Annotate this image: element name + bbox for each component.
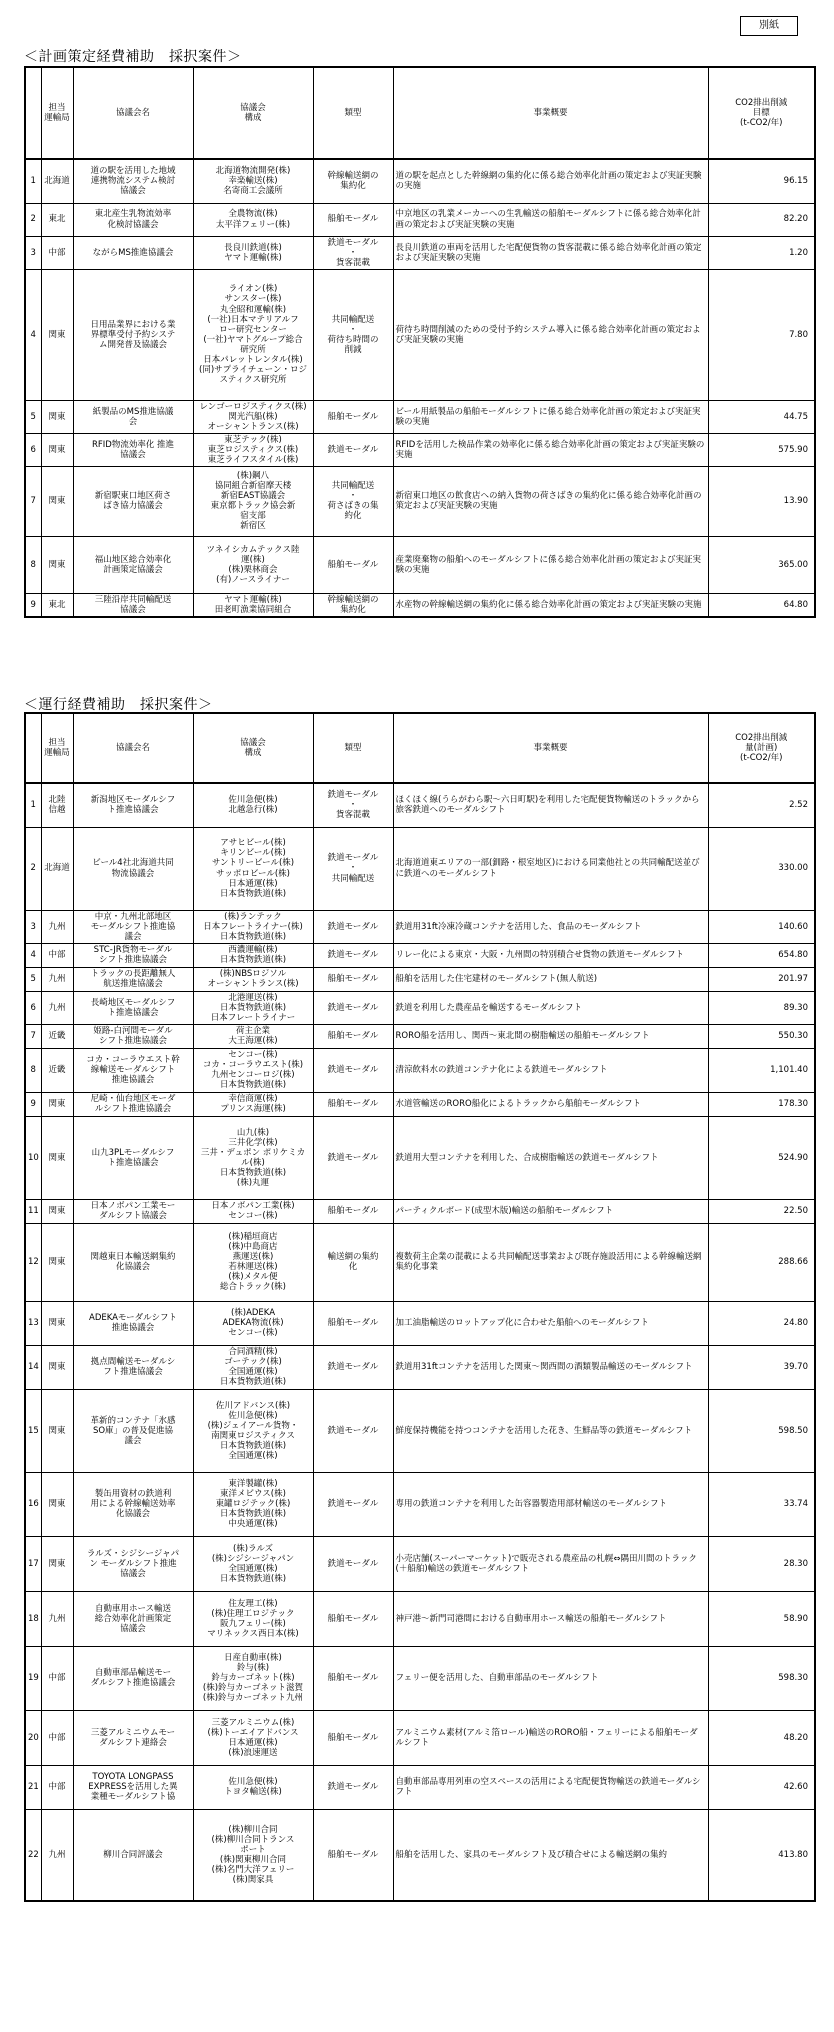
cell-name: ながらMS推進協議会 (73, 236, 193, 269)
cell-members: 東芝テック(株) 東芝ロジスティクス(株) 東芝ライフスタイル(株) (193, 433, 313, 466)
betsushi-label: 別紙 (740, 16, 798, 36)
cell-co2: 42.60 (708, 1765, 815, 1809)
cell-type: 船舶モーダル (313, 1024, 393, 1048)
cell-desc: 産業廃棄物の船舶へのモーダルシフトに係る総合効率化計画の策定および実証実験の実施 (393, 536, 708, 593)
cell-type: 船舶モーダル (313, 1591, 393, 1646)
cell-desc: 船舶を活用した住宅建材のモーダルシフト(無人航送) (393, 967, 708, 991)
planning-table-row (25, 203, 815, 236)
cell-bureau: 東北 (41, 203, 73, 236)
cell-co2: 2.52 (708, 783, 815, 827)
cell-bureau: 関東 (41, 1389, 73, 1472)
cell-desc: 北海道道東エリアの一部(釧路・根室地区)における同業他社との共同輸配送並びに鉄道へのモーダルシフト (393, 827, 708, 910)
cell-desc: ビール用紙製品の船舶モーダルシフトに係る総合効率化計画の策定および実証実験の実施 (393, 400, 708, 433)
cell-name: STC-JR貨物モーダル シフト推進協議会 (73, 943, 193, 967)
cell-no: 9 (25, 593, 41, 617)
operation-table-row (25, 1116, 815, 1199)
cell-no: 22 (25, 1809, 41, 1901)
cell-type: 鉄道モーダル (313, 991, 393, 1024)
cell-co2: 178.30 (708, 1092, 815, 1116)
cell-co2: 365.00 (708, 536, 815, 593)
cell-members: (株)稲垣商店 (株)中島商店 燕運送(株) 若林運送(株) (株)メタル便 総合トラック(株) (193, 1223, 313, 1301)
cell-co2: 58.90 (708, 1591, 815, 1646)
cell-bureau: 中部 (41, 943, 73, 967)
planning-table-row (25, 236, 815, 269)
cell-bureau: 関東 (41, 400, 73, 433)
operation-table-row (25, 1710, 815, 1765)
cell-desc: RORO船を活用し、関西～東北間の樹脂輸送の船舶モーダルシフト (393, 1024, 708, 1048)
header-no (25, 713, 41, 783)
cell-members: 佐川急便(株) トヨタ輸送(株) (193, 1765, 313, 1809)
cell-members: 西濃運輸(株) 日本貨物鉄道(株) (193, 943, 313, 967)
planning-table-row (25, 593, 815, 617)
header-type: 類型 (313, 713, 393, 783)
cell-bureau: 関東 (41, 1116, 73, 1199)
cell-type: 船舶モーダル (313, 536, 393, 593)
cell-bureau: 関東 (41, 1199, 73, 1223)
cell-members: (株)ランテック 日本フレートライナー(株) 日本貨物鉄道(株) (193, 910, 313, 943)
cell-members: 日本ノボパン工業(株) センコー(株) (193, 1199, 313, 1223)
cell-name: 拠点間輸送モーダルシ フト推進協議会 (73, 1345, 193, 1389)
cell-co2: 48.20 (708, 1710, 815, 1765)
cell-name: 姫路-白河間モーダル シフト推進協議会 (73, 1024, 193, 1048)
cell-members: (株)柳川合同 (株)柳川合同トランス ポート (株)関東柳川合同 (株)名門大洋フェリー (株)関家具 (193, 1809, 313, 1901)
cell-bureau: 関東 (41, 433, 73, 466)
cell-co2: 598.30 (708, 1646, 815, 1710)
cell-bureau: 中部 (41, 236, 73, 269)
cell-no: 9 (25, 1092, 41, 1116)
planning-table-body (25, 159, 815, 617)
cell-bureau: 九州 (41, 991, 73, 1024)
cell-name: RFID物流効率化 推進 協議会 (73, 433, 193, 466)
cell-name: 福山地区総合効率化 計画策定協議会 (73, 536, 193, 593)
cell-co2: 524.90 (708, 1116, 815, 1199)
cell-members: (株)NBSロジソル オーシャントランス(株) (193, 967, 313, 991)
cell-members: ヤマト運輸(株) 田老町漁業協同組合 (193, 593, 313, 617)
cell-bureau: 関東 (41, 1345, 73, 1389)
cell-members: 住友理工(株) (株)住理工ロジテック 阪九フェリー(株) マリネックス西日本(株) (193, 1591, 313, 1646)
cell-co2: 288.66 (708, 1223, 815, 1301)
cell-no: 2 (25, 827, 41, 910)
cell-name: 自動車用ホース輸送 総合効率化計画策定 協議会 (73, 1591, 193, 1646)
operation-table-row (25, 1809, 815, 1901)
cell-desc: フェリー便を活用した、自動車部品のモーダルシフト (393, 1646, 708, 1710)
cell-co2: 413.80 (708, 1809, 815, 1901)
cell-co2: 1.20 (708, 236, 815, 269)
header-co2: CO2排出削減 量(計画) (t-CO2/年) (708, 713, 815, 783)
cell-members: センコー(株) コカ・コーラウエスト(株) 九州センコーロジ(株) 日本貨物鉄道(株) (193, 1048, 313, 1092)
cell-no: 2 (25, 203, 41, 236)
cell-desc: 鉄道用31ft冷凍冷蔵コンテナを活用した、食品のモーダルシフト (393, 910, 708, 943)
cell-no: 16 (25, 1472, 41, 1536)
cell-no: 3 (25, 236, 41, 269)
cell-members: 荷主企業 大王海運(株) (193, 1024, 313, 1048)
cell-co2: 13.90 (708, 466, 815, 536)
cell-members: 合同酒精(株) ゴーテック(株) 全国通運(株) 日本貨物鉄道(株) (193, 1345, 313, 1389)
cell-no: 20 (25, 1710, 41, 1765)
cell-members: 北海道物流開発(株) 幸楽輸送(株) 名寄商工会議所 (193, 159, 313, 203)
cell-no: 8 (25, 536, 41, 593)
cell-bureau: 関東 (41, 1301, 73, 1345)
planning-section-title: ＜計画策定経費補助 採択案件＞ (24, 49, 242, 65)
cell-type: 鉄道モーダル ・ 貨客混載 (313, 783, 393, 827)
cell-desc: 新宿東口地区の飲食店への納入貨物の荷さばきの集約化に係る総合効率化計画の策定および実証実験の実施 (393, 466, 708, 536)
cell-no: 5 (25, 400, 41, 433)
cell-type: 鉄道モーダル (313, 1472, 393, 1536)
cell-bureau: 北海道 (41, 827, 73, 910)
cell-co2: 140.60 (708, 910, 815, 943)
cell-members: ツネイシカムテックス陸 運(株) (株)栗林商会 (有)ノースライナー (193, 536, 313, 593)
cell-type: 船舶モーダル (313, 1301, 393, 1345)
cell-desc: 清涼飲料水の鉄道コンテナ化による鉄道モーダルシフト (393, 1048, 708, 1092)
cell-name: 三陸沿岸共同輸配送 協議会 (73, 593, 193, 617)
cell-bureau: 東北 (41, 593, 73, 617)
cell-desc: リレー化による東京・大阪・九州間の特別積合せ貨物の鉄道モーダルシフト (393, 943, 708, 967)
cell-type: 船舶モーダル (313, 1710, 393, 1765)
header-members: 協議会 構成 (193, 67, 313, 159)
cell-no: 6 (25, 991, 41, 1024)
operation-table-row (25, 1345, 815, 1389)
header-co2: CO2排出削減 目標 (t-CO2/年) (708, 67, 815, 159)
planning-table-row (25, 433, 815, 466)
cell-co2: 7.80 (708, 269, 815, 400)
cell-type: 共同輸配送 ・ 荷待ち時間の 削減 (313, 269, 393, 400)
cell-no: 15 (25, 1389, 41, 1472)
operation-section-title: ＜運行経費補助 採択案件＞ (24, 697, 213, 713)
cell-desc: 鮮度保持機能を持つコンテナを活用した花き、生鮮品等の鉄道モーダルシフト (393, 1389, 708, 1472)
cell-co2: 28.30 (708, 1536, 815, 1591)
cell-type: 船舶モーダル (313, 1092, 393, 1116)
cell-name: 関越東日本輸送網集約 化協議会 (73, 1223, 193, 1301)
operation-table-row (25, 1591, 815, 1646)
operation-table-row (25, 1536, 815, 1591)
cell-type: 船舶モーダル (313, 1199, 393, 1223)
cell-type: 船舶モーダル (313, 400, 393, 433)
cell-bureau: 北陸 信越 (41, 783, 73, 827)
cell-members: 長良川鉄道(株) ヤマト運輸(株) (193, 236, 313, 269)
cell-type: 輸送網の集約 化 (313, 1223, 393, 1301)
cell-bureau: 関東 (41, 536, 73, 593)
cell-co2: 575.90 (708, 433, 815, 466)
operation-table-row (25, 1301, 815, 1345)
planning-table (24, 66, 816, 618)
cell-type: 鉄道モーダル (313, 1536, 393, 1591)
cell-bureau: 関東 (41, 1223, 73, 1301)
cell-no: 8 (25, 1048, 41, 1092)
cell-name: 製缶用資材の鉄道利 用による幹線輸送効率 化協議会 (73, 1472, 193, 1536)
cell-no: 5 (25, 967, 41, 991)
cell-no: 3 (25, 910, 41, 943)
operation-table-row (25, 943, 815, 967)
operation-table-row (25, 1199, 815, 1223)
cell-desc: 水産物の幹線輸送網の集約化に係る総合効率化計画の策定および実証実験の実施 (393, 593, 708, 617)
cell-name: 革新的コンテナ「氷感 SO庫」の普及促進協 議会 (73, 1389, 193, 1472)
cell-no: 1 (25, 159, 41, 203)
operation-table-row (25, 1472, 815, 1536)
cell-name: 紙製品のMS推進協議 会 (73, 400, 193, 433)
cell-desc: 鉄道用大型コンテナを利用した、合成樹脂輸送の鉄道モーダルシフト (393, 1116, 708, 1199)
operation-table-row (25, 967, 815, 991)
cell-desc: RFIDを活用した検品作業の効率化に係る総合効率化計画の策定および実証実験の実施 (393, 433, 708, 466)
cell-type: 幹線輸送網の 集約化 (313, 159, 393, 203)
cell-type: 鉄道モーダル ・ 貨客混載 (313, 236, 393, 269)
cell-no: 4 (25, 269, 41, 400)
cell-desc: 鉄道用31ftコンテナを活用した関東～関西間の酒類製品輸送のモーダルシフト (393, 1345, 708, 1389)
cell-bureau: 関東 (41, 1092, 73, 1116)
cell-co2: 89.30 (708, 991, 815, 1024)
cell-co2: 1,101.40 (708, 1048, 815, 1092)
cell-name: ADEKAモーダルシフト 推進協議会 (73, 1301, 193, 1345)
cell-no: 4 (25, 943, 41, 967)
cell-name: 中京・九州北部地区 モーダルシフト推進協 議会 (73, 910, 193, 943)
cell-type: 鉄道モーダル (313, 1389, 393, 1472)
planning-header-row (25, 67, 815, 159)
cell-bureau: 関東 (41, 1472, 73, 1536)
cell-no: 14 (25, 1345, 41, 1389)
cell-type: 共同輸配送 ・ 荷さばきの集 約化 (313, 466, 393, 536)
cell-members: 全農物流(株) 太平洋フェリー(株) (193, 203, 313, 236)
cell-members: 佐川急便(株) 北越急行(株) (193, 783, 313, 827)
planning-table-row (25, 400, 815, 433)
cell-desc: 荷待ち時間削減のための受付予約システム導入に係る総合効率化計画の策定および実証実験の実施 (393, 269, 708, 400)
cell-members: 北港運送(株) 日本貨物鉄道(株) 日本フレートライナー (193, 991, 313, 1024)
operation-table-row (25, 827, 815, 910)
cell-name: TOYOTA LONGPASS EXPRESSを活用した異 業種モーダルシフト協 (73, 1765, 193, 1809)
cell-members: 幸信商運(株) プリンス海運(株) (193, 1092, 313, 1116)
cell-type: 鉄道モーダル (313, 433, 393, 466)
operation-table-row (25, 1024, 815, 1048)
cell-members: 三菱アルミニウム(株) (株)トーエイアドバンス 日本通運(株) (株)浪速運送 (193, 1710, 313, 1765)
cell-type: 鉄道モーダル (313, 943, 393, 967)
cell-no: 12 (25, 1223, 41, 1301)
cell-bureau: 関東 (41, 269, 73, 400)
cell-members: レンゴーロジスティクス(株) 関光汽船(株) オーシャントランス(株) (193, 400, 313, 433)
cell-desc: パーティクルボード(成型木版)輸送の船舶モーダルシフト (393, 1199, 708, 1223)
cell-members: 山九(株) 三井化学(株) 三井・デュポン ポリケミカ ル(株) 日本貨物鉄道(株) (株)丸運 (193, 1116, 313, 1199)
cell-desc: 自動車部品専用列車の空スペースの活用による宅配便貨物輸送の鉄道モーダルシフト (393, 1765, 708, 1809)
cell-co2: 330.00 (708, 827, 815, 910)
cell-co2: 24.80 (708, 1301, 815, 1345)
cell-name: 新宿駅東口地区荷さ ばき協力協議会 (73, 466, 193, 536)
cell-type: 船舶モーダル (313, 203, 393, 236)
header-bureau: 担当 運輸局 (41, 67, 73, 159)
cell-name: ビール4社北海道共同 物流協議会 (73, 827, 193, 910)
cell-members: アサヒビール(株) キリンビール(株) サントリービール(株) サッポロビール(株) 日本通運(株) 日本貨物鉄道(株) (193, 827, 313, 910)
cell-desc: 複数荷主企業の混載による共同輸配送事業および既存施設活用による幹線輸送網集約化事業 (393, 1223, 708, 1301)
cell-members: 佐川アドバンス(株) 佐川急便(株) (株)ジェイアール貨物・ 南関東ロジスティクス 日本貨物鉄道(株) 全国通運(株) (193, 1389, 313, 1472)
cell-no: 1 (25, 783, 41, 827)
cell-bureau: 関東 (41, 466, 73, 536)
planning-table-row (25, 159, 815, 203)
cell-name: コカ・コーラウエスト幹 線輸送モーダルシフト 推進協議会 (73, 1048, 193, 1092)
header-no (25, 67, 41, 159)
header-members: 協議会 構成 (193, 713, 313, 783)
cell-no: 6 (25, 433, 41, 466)
cell-type: 鉄道モーダル (313, 1345, 393, 1389)
cell-type: 鉄道モーダル (313, 1765, 393, 1809)
cell-no: 21 (25, 1765, 41, 1809)
header-type: 類型 (313, 67, 393, 159)
cell-type: 鉄道モーダル (313, 910, 393, 943)
cell-name: 長崎地区モーダルシフ ト推進協議会 (73, 991, 193, 1024)
cell-no: 10 (25, 1116, 41, 1199)
operation-table-row (25, 1048, 815, 1092)
cell-name: 山九3PLモーダルシフ ト推進協議会 (73, 1116, 193, 1199)
operation-table-row (25, 1092, 815, 1116)
operation-header-row (25, 713, 815, 783)
cell-bureau: 北海道 (41, 159, 73, 203)
planning-table-row (25, 466, 815, 536)
cell-no: 7 (25, 466, 41, 536)
cell-desc: 専用の鉄道コンテナを利用した缶容器製造用部材輸送のモーダルシフト (393, 1472, 708, 1536)
cell-no: 13 (25, 1301, 41, 1345)
cell-name: 日用品業界における業 界標準受付予約システ ム開発普及協議会 (73, 269, 193, 400)
planning-table-row (25, 269, 815, 400)
cell-co2: 22.50 (708, 1199, 815, 1223)
cell-type: 鉄道モーダル ・ 共同輸配送 (313, 827, 393, 910)
cell-type: 鉄道モーダル (313, 1116, 393, 1199)
cell-desc: 長良川鉄道の車両を活用した宅配便貨物の貨客混載に係る総合効率化計画の策定および実証実験の実施 (393, 236, 708, 269)
header-desc: 事業概要 (393, 67, 708, 159)
header-bureau: 担当 運輸局 (41, 713, 73, 783)
cell-no: 17 (25, 1536, 41, 1591)
cell-type: 幹線輸送網の 集約化 (313, 593, 393, 617)
cell-type: 船舶モーダル (313, 1809, 393, 1901)
cell-members: 東洋製罐(株) 東洋メビウス(株) 東罐ロジテック(株) 日本貨物鉄道(株) 中央通運(株) (193, 1472, 313, 1536)
cell-bureau: 近畿 (41, 1024, 73, 1048)
operation-table-row (25, 1646, 815, 1710)
cell-co2: 44.75 (708, 400, 815, 433)
cell-name: 日本ノボパン工業モー ダルシフト協議会 (73, 1199, 193, 1223)
cell-co2: 64.80 (708, 593, 815, 617)
cell-bureau: 近畿 (41, 1048, 73, 1092)
operation-table-row (25, 991, 815, 1024)
cell-bureau: 関東 (41, 1536, 73, 1591)
cell-desc: 中京地区の乳業メーカーへの生乳輸送の船舶モーダルシフトに係る総合効率化計画の策定および実証実験の実施 (393, 203, 708, 236)
cell-co2: 654.80 (708, 943, 815, 967)
cell-no: 19 (25, 1646, 41, 1710)
cell-bureau: 中部 (41, 1646, 73, 1710)
operation-table (24, 712, 816, 1902)
cell-name: 柳川合同評議会 (73, 1809, 193, 1901)
cell-name: トラックの長距離無人 航送推進協議会 (73, 967, 193, 991)
cell-members: 日産自動車(株) 鈴与(株) 鈴与カーゴネット(株) (株)鈴与カーゴネット滋賀 (株)鈴与カーゴネット九州 (193, 1646, 313, 1710)
operation-table-row (25, 1223, 815, 1301)
cell-no: 18 (25, 1591, 41, 1646)
operation-table-row (25, 1389, 815, 1472)
operation-table-row (25, 910, 815, 943)
cell-desc: 鉄道を利用した農産品を輸送するモーダルシフト (393, 991, 708, 1024)
cell-type: 鉄道モーダル (313, 1048, 393, 1092)
cell-bureau: 中部 (41, 1765, 73, 1809)
cell-name: 東北産生乳物流効率 化検討協議会 (73, 203, 193, 236)
operation-table-body (25, 783, 815, 1901)
cell-desc: アルミニウム素材(アルミ箔ロール)輸送のRORO船・フェリーによる船舶モーダルシフト (393, 1710, 708, 1765)
operation-table-row (25, 783, 815, 827)
cell-members: (株)鋼八 協同組合新宿摩天楼 新宿EAST協議会 東京都トラック協会新 宿支部 新宿区 (193, 466, 313, 536)
cell-members: (株)ラルズ (株)シジシージャパン 全国通運(株) 日本貨物鉄道(株) (193, 1536, 313, 1591)
header-name: 協議会名 (73, 67, 193, 159)
cell-name: 尼崎・仙台地区モーダ ルシフト推進協議会 (73, 1092, 193, 1116)
cell-desc: 神戸港～新門司港間における自動車用ホース輸送の船舶モーダルシフト (393, 1591, 708, 1646)
cell-name: 道の駅を活用した地域 連携物流システム検討 協議会 (73, 159, 193, 203)
cell-no: 7 (25, 1024, 41, 1048)
cell-bureau: 九州 (41, 1809, 73, 1901)
cell-bureau: 九州 (41, 967, 73, 991)
cell-name: 新潟地区モーダルシフ ト推進協議会 (73, 783, 193, 827)
cell-members: ライオン(株) サンスター(株) 丸全昭和運輸(株) (一社)日本マテリアルフ ロー研究センター (一社)ヤマトグループ総合 研究所 日本パレットレンタル(株) (同)サプライチェーン・ロジ スティクス研究所 (193, 269, 313, 400)
cell-co2: 96.15 (708, 159, 815, 203)
cell-desc: 加工油脂輸送のロットアップ化に合わせた船舶へのモーダルシフト (393, 1301, 708, 1345)
cell-co2: 201.97 (708, 967, 815, 991)
cell-desc: 道の駅を起点とした幹線網の集約化に係る総合効率化計画の策定および実証実験の実施 (393, 159, 708, 203)
cell-name: 自動車部品輸送モー ダルシフト推進協議会 (73, 1646, 193, 1710)
cell-members: (株)ADEKA ADEKA物流(株) センコー(株) (193, 1301, 313, 1345)
cell-desc: 小売店舗(スーパーマーケット)で販売される農産品の札幌⇔隅田川間のトラック(＋船舶)輸送の鉄道モーダルシフト (393, 1536, 708, 1591)
cell-co2: 33.74 (708, 1472, 815, 1536)
header-name: 協議会名 (73, 713, 193, 783)
cell-name: ラルズ・シジシージャパ ン モーダルシフト推進 協議会 (73, 1536, 193, 1591)
cell-type: 船舶モーダル (313, 1646, 393, 1710)
cell-desc: 水道管輸送のRORO船化によるトラックから船舶モーダルシフト (393, 1092, 708, 1116)
cell-bureau: 九州 (41, 910, 73, 943)
cell-co2: 598.50 (708, 1389, 815, 1472)
cell-bureau: 九州 (41, 1591, 73, 1646)
cell-co2: 39.70 (708, 1345, 815, 1389)
cell-desc: ほくほく線(うらがわら駅～六日町駅)を利用した宅配便貨物輸送のトラックから旅客鉄道へのモーダルシフト (393, 783, 708, 827)
cell-name: 三菱アルミニウムモー ダルシフト連絡会 (73, 1710, 193, 1765)
cell-type: 船舶モーダル (313, 967, 393, 991)
cell-desc: 船舶を活用した、家具のモーダルシフト及び積合せによる輸送網の集約 (393, 1809, 708, 1901)
cell-bureau: 中部 (41, 1710, 73, 1765)
header-desc: 事業概要 (393, 713, 708, 783)
cell-no: 11 (25, 1199, 41, 1223)
cell-co2: 550.30 (708, 1024, 815, 1048)
planning-table-row (25, 536, 815, 593)
operation-table-row (25, 1765, 815, 1809)
cell-co2: 82.20 (708, 203, 815, 236)
